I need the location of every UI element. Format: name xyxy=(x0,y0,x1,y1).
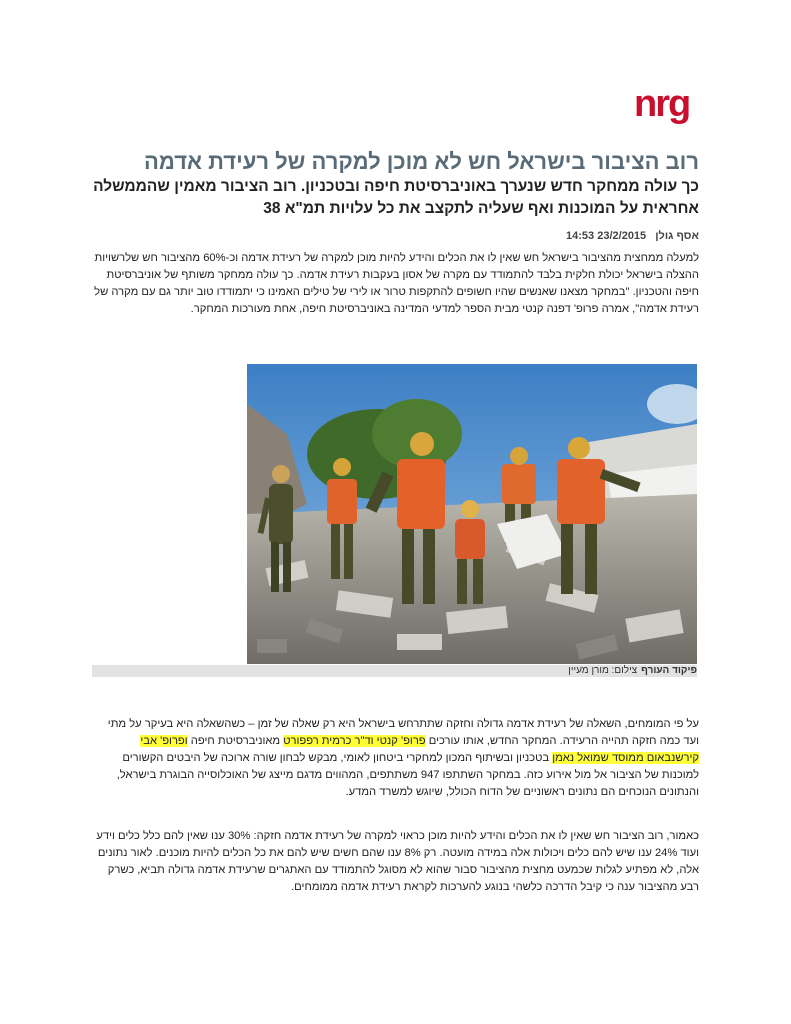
nrg-logo-graphic xyxy=(634,86,704,130)
publish-date: 23/2/2015 14:53 xyxy=(566,230,647,242)
rescue-drill-photo xyxy=(247,364,697,664)
logo-text: nrg xyxy=(634,86,690,125)
highlighted-researchers-2: ופרופ' אבי קירשנבאום ממוסד שמואל נאמן xyxy=(140,735,699,764)
article-headline: רוב הציבור בישראל חש לא מוכן למקרה של רעידת אדמה xyxy=(144,149,699,174)
article-byline xyxy=(90,230,699,242)
author-name[interactable]: אסף גולן xyxy=(655,230,699,242)
caption-source: פיקוד העורף xyxy=(641,665,697,676)
paragraph-2-text-b: מאוניברסיטת חיפה xyxy=(187,735,284,747)
article-photo xyxy=(247,364,697,664)
highlighted-researchers-1: פרופ' קנטי וד"ר כרמית רפפורט xyxy=(283,735,426,747)
photo-credit: צילום: מורן מעיין xyxy=(568,665,638,676)
article-paragraph-3: כאמור, רוב הציבור חש שאין לו את הכלים והידע להיות מוכן כראוי למקרה של רעידת אדמה חזקה: 30% ענו שאין להם כלל כלים וידע ועוד 24% ענו שיש להם כלים ויכולות אלה במידה מועטה. רק 8% ענו שהם חשים שיש להם את כל הכלים להיות מוכנים. לאור נתונים אלה, לא מפתיע לגלות שכמעט מחצית מהציבור סבור שהוא לא מסוגל להתמודד עם האתגרים שרעידת אדמה גדולה תביא, כשרק רבע מהציבור ענה כי קיבל הדרכה כלשהי בנוגע להערכות לקראת רעידת אדמה ממומחים. xyxy=(96,830,699,893)
article-paragraph-1: למעלה ממחצית מהציבור בישראל חש שאין לו את הכלים והידע להיות מוכן למקרה של רעידת אדמה וכ-60% מהציבור חש שלרשויות ההצלה בישראל יכולת חלקית בלבד להתמודד עם מקרה של אסון בעקבות רעידת אדמה. כך עולה ממחקר משותף של אוניברסיטת חיפה והטכניון. "במחקר מצאנו שאנשים שהיו חשופים להתקפות טרור או לירי של טילים האמינו כי יתמודדו טוב יותר גם עם מקרה של רעידת אדמה", אמרה פרופ' דפנה קנטי מבית הספר למדעי המדינה באוניברסיטת חיפה, אחת מעורכות המחקר. xyxy=(94,252,699,315)
photo-caption xyxy=(568,665,697,677)
article-paragraph-2 xyxy=(90,716,699,801)
paragraph-2-text-c: בטכניון ובשיתוף המכון למחקרי ביטחון לאומי, מבקש לבחון שורה ארוכה של היבטים הקשורים למוכנות של הציבור אל מול אירוע כזה. במחקר השתתפו 947 משתתפים, המהווים מדגם מייצג של האוכלוסייה הבוגרת בישראל, והנתונים הנוכחים הם נתונים ראשוניים של הדוח הכולל, שיוגש למשרד המדע. xyxy=(116,752,699,798)
paragraph-2-text-a: על פי המומחים, השאלה של רעידת אדמה גדולה וחזקה שתתרחש בישראל היא רק שאלה של זמן – כשהשאלה היא בעיקר על מתי ועד כמה חזקה תהייה הרעידה. המחקר החדש, אותו עורכים xyxy=(107,718,699,747)
nrg-logo[interactable] xyxy=(634,86,704,130)
article-subheadline: כך עולה ממחקר חדש שנערך באוניברסיטת חיפה ובטכניון. רוב הציבור מאמין שהממשלה אחראית על המוכנות ואף שעליה לתקצב את כל עלויות תמ"א 38 xyxy=(93,178,699,217)
